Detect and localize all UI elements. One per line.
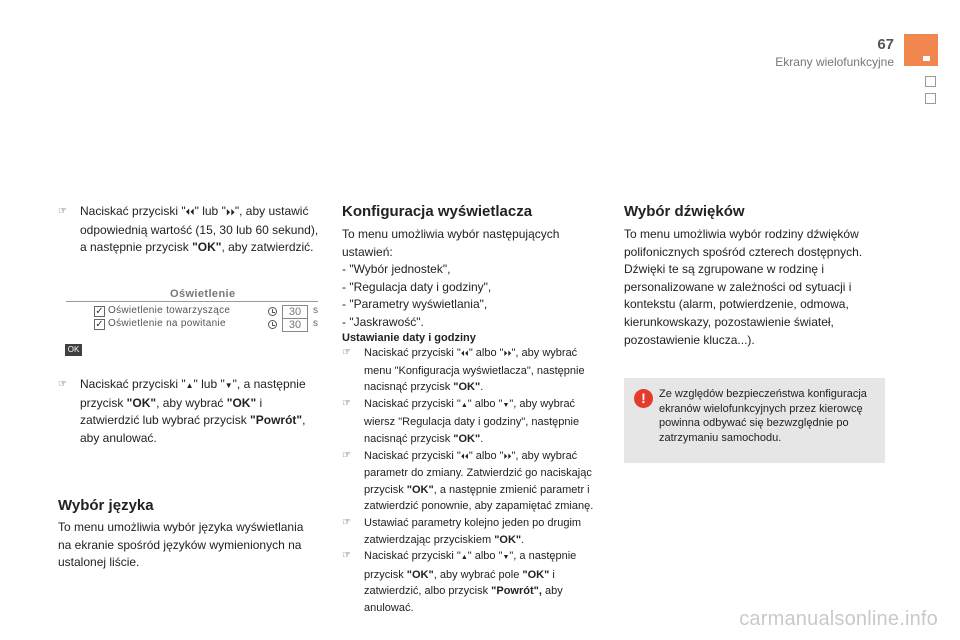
language-title: Wybór języka xyxy=(58,497,154,514)
down-arrow-icon: ▼ xyxy=(502,554,510,562)
value-field[interactable]: 30 xyxy=(282,305,308,319)
step-1: ☞ Naciskać przyciski "⏴⏴" albo "⏵⏵", aby wybrać menu "Konfiguracja wyświetlacza", następnie nacisnąć przycisk "OK". xyxy=(342,347,585,394)
unit-label: s xyxy=(313,305,318,316)
down-arrow-icon: ▼ xyxy=(502,401,510,409)
checkbox-checked-icon[interactable]: ✓ xyxy=(95,306,104,317)
tab-marker xyxy=(923,56,930,61)
up-arrow-icon: ▲ xyxy=(460,401,468,409)
screen-rule xyxy=(66,301,318,302)
date-steps xyxy=(342,345,604,617)
tab-box-1 xyxy=(925,76,936,87)
bullet-marker-icon: ☞ xyxy=(58,379,67,390)
list-item: - "Wybór jednostek", xyxy=(342,262,451,276)
safety-warning xyxy=(624,378,885,463)
page-number: 67 xyxy=(877,36,894,53)
date-time-subtitle: Ustawianie daty i godziny xyxy=(342,332,476,344)
bullet-marker-icon: ☞ xyxy=(342,397,351,409)
clock-icon xyxy=(268,320,277,329)
warning-text: Ze względów bezpieczeństwa konfiguracja ekranów wielofunkcyjnych przez kierowcę powinna odbywać się bezwzględnie po zatrzymaniu samochodu. xyxy=(659,388,867,444)
list-item: - "Parametry wyświetlania", xyxy=(342,297,488,312)
screen-title: Oświetlenie xyxy=(170,288,236,300)
step-2: ☞ Naciskać przyciski "▲" albo "▼", aby wybrać wiersz "Regulacja daty i godziny", następnie nacisnąć przycisk "OK". xyxy=(342,397,580,445)
list-item: - "Regulacja daty i godziny", xyxy=(342,279,492,294)
up-arrow-icon: ▲ xyxy=(185,381,194,390)
double-right-arrow-icon: ⏵⏵ xyxy=(503,349,512,358)
bullet-step-2: ☞ Naciskać przyciski "▲" lub "▼", a następnie przycisk "OK", aby wybrać "OK" i zatwierdzić lub wybrać przycisk "Powrót", aby anulować. xyxy=(58,377,306,445)
step-4: ☞ Ustawiać parametry kolejno jeden po drugim zatwierdzając przyciskiem "OK". xyxy=(342,516,582,546)
bullet-marker-icon: ☞ xyxy=(342,347,351,358)
double-right-arrow-icon: ⏵⏵ xyxy=(225,207,235,217)
step-5: ☞ Naciskać przyciski "▲" albo "▼", a następnie przycisk "OK", aby wybrać pole "OK" i zatwierdzić, albo przycisk "Powrót", aby anulować. xyxy=(342,550,577,614)
display-config-intro: To menu umożliwia wybór następujących ustawień: xyxy=(342,227,560,259)
row-label: Oświetlenie na powitanie xyxy=(108,318,226,329)
screen-row-2[interactable] xyxy=(94,318,318,332)
warning-icon: ! xyxy=(634,389,653,408)
language-text: To menu umożliwia wybór języka wyświetlania na ekranie spośród języków wymienionych na ustalonej liście. xyxy=(58,520,304,570)
clock-icon xyxy=(268,307,277,316)
screen-row-1[interactable] xyxy=(94,305,318,319)
double-left-arrow-icon: ⏴⏴ xyxy=(460,349,469,358)
ok-button[interactable]: OK xyxy=(65,344,82,356)
value-field[interactable]: 30 xyxy=(282,318,308,332)
double-left-arrow-icon: ⏴⏴ xyxy=(460,451,469,461)
up-arrow-icon: ▲ xyxy=(460,554,468,562)
checkbox-checked-icon[interactable]: ✓ xyxy=(95,319,104,330)
down-arrow-icon: ▼ xyxy=(224,381,233,390)
step-3: ☞ Naciskać przyciski "⏴⏴" albo "⏵⏵", aby wybrać parametr do zmiany. Zatwierdzić go naciskając przycisk "OK", a następnie zmienić parametr i zatwierdzić ponownie, aby zapamiętać zmianę. xyxy=(342,449,594,513)
display-config-title: Konfiguracja wyświetlacza xyxy=(342,203,533,220)
sound-text: To menu umożliwia wybór rodziny dźwięków polifonicznych spośród czterech dostępnych. Dźwięki te są zgrupowane w rodzinę i personalizowane w zależności od sytuacji i kontekstu (alarm, potwierdzenie, odmowa, kierunkowskazy, pozostawienie świateł, pozostawienie klucza...). xyxy=(624,227,863,347)
tab-box-2 xyxy=(925,93,936,104)
unit-label: s xyxy=(313,318,318,329)
double-left-arrow-icon: ⏴⏴ xyxy=(185,207,195,217)
bullet-marker-icon: ☞ xyxy=(342,550,351,562)
bullet-marker-icon: ☞ xyxy=(342,516,351,528)
row-label: Oświetlenie towarzyszące xyxy=(108,305,231,316)
double-right-arrow-icon: ⏵⏵ xyxy=(503,451,512,461)
bullet-marker-icon: ☞ xyxy=(342,449,351,461)
list-item: - "Jaskrawość". xyxy=(342,314,424,329)
watermark: carmanualsonline.info xyxy=(739,608,938,630)
bullet-step-1: ☞ Naciskać przyciski "⏴⏴" lub "⏵⏵", aby ustawić odpowiednią wartość (15, 30 lub 60 sekund), a następnie przycisk "OK", aby zatwierdzić. xyxy=(58,204,319,255)
orange-tab xyxy=(904,34,938,66)
bullet-marker-icon: ☞ xyxy=(58,206,67,217)
section-header: Ekrany wielofunkcyjne xyxy=(775,55,894,69)
settings-list xyxy=(342,261,604,331)
sound-title: Wybór dźwięków xyxy=(624,203,745,220)
